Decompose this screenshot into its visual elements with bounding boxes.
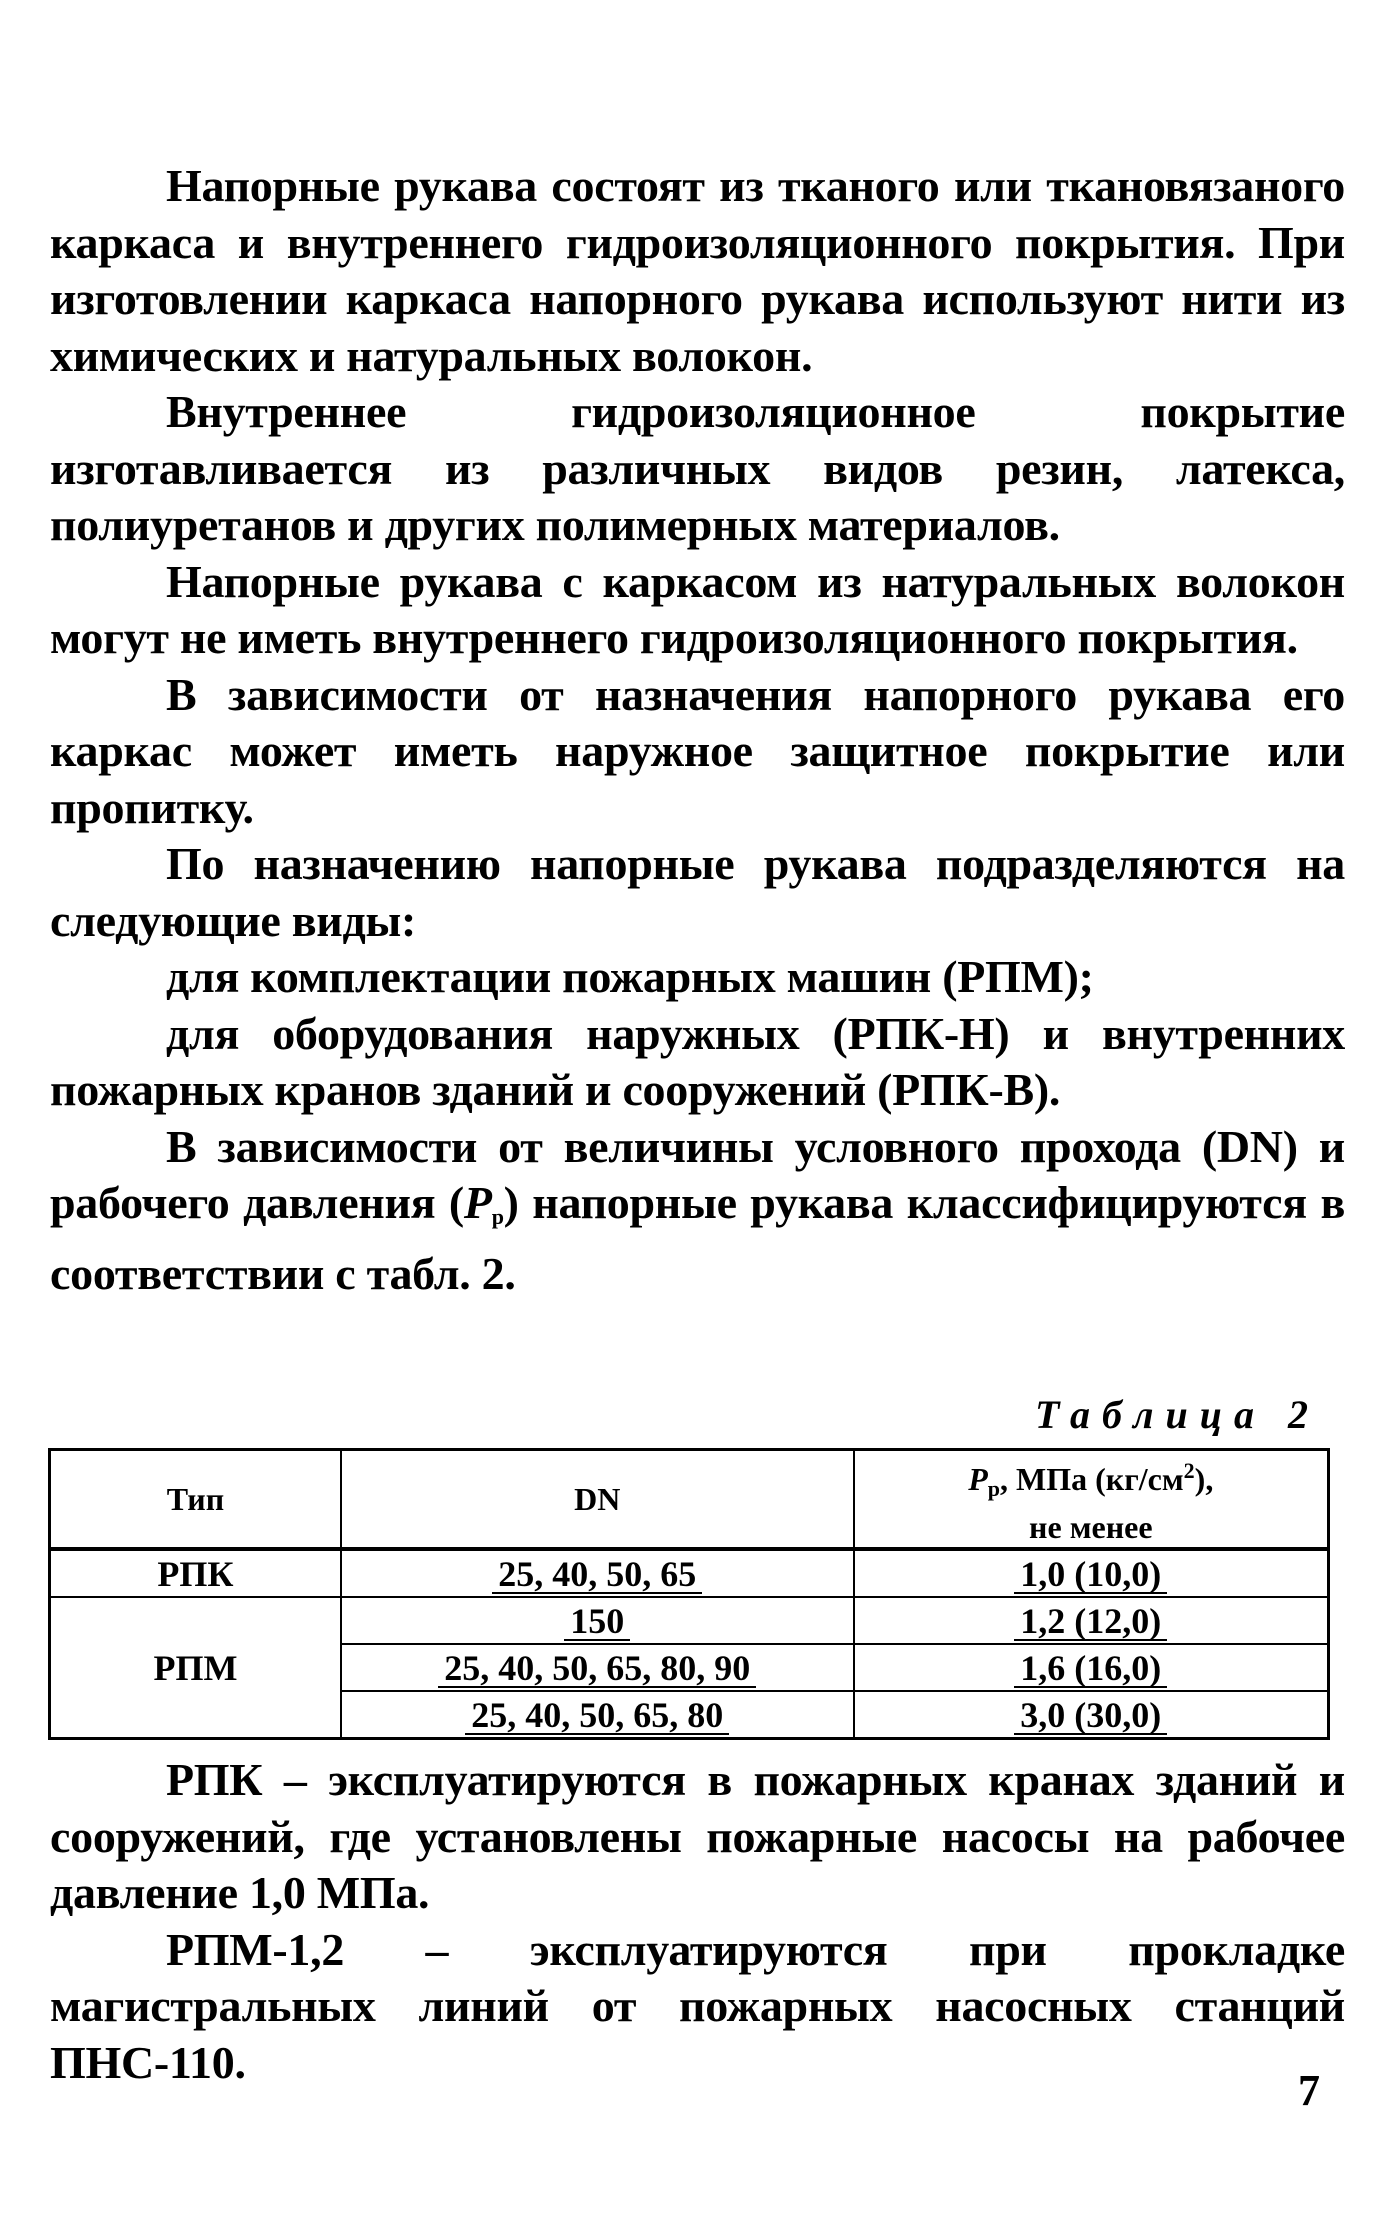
classification-table <box>48 1448 1330 1740</box>
header-p-superscript: 2 <box>1183 1458 1195 1483</box>
table-header-row <box>50 1450 1329 1550</box>
cell-dn: 150 <box>341 1597 854 1644</box>
header-p-symbol: P <box>968 1461 988 1497</box>
table-row <box>50 1549 1329 1597</box>
paragraph-5: По назначению напорные рукава подразделяются на следующие виды: <box>50 838 1345 946</box>
cell-dn: 25, 40, 50, 65, 80 <box>341 1691 854 1739</box>
cell-pressure: 3,0 (30,0) <box>854 1691 1329 1739</box>
cell-dn: 25, 40, 50, 65, 80, 90 <box>341 1644 854 1691</box>
paragraph-1: Напорные рукава состоят из тканого или ткановязаного каркаса и внутреннего гидроизоляционного покрытия. При изготовлении каркаса напорного рукава используют нити из химических и натуральных волокон. <box>50 160 1345 381</box>
cell-pressure: 1,2 (12,0) <box>854 1597 1329 1644</box>
body-text-top <box>50 158 1345 1302</box>
classify-after: ) напорные рукава классифицируются в соответствии с табл. 2. <box>50 1177 1346 1299</box>
header-type: Тип <box>50 1450 341 1550</box>
header-pressure <box>854 1450 1329 1550</box>
cell-type: РПК <box>50 1549 341 1597</box>
cell-pressure: 1,6 (16,0) <box>854 1644 1329 1691</box>
header-p-line2: не менее <box>1029 1509 1153 1545</box>
list-item-rpm: для комплектации пожарных машин (РПМ); <box>166 951 1094 1002</box>
classify-before: В зависимости от величины условного прохода (DN) и рабочего давления ( <box>50 1120 1345 1228</box>
header-dn: DN <box>341 1450 854 1550</box>
body-text-bottom <box>50 1752 1345 2091</box>
paragraph-2: Внутреннее гидроизоляционное покрытие изготавливается из различных видов резин, латекса, полиуретанов и других полимерных материалов. <box>50 386 1345 550</box>
list-item-rpk: для оборудования наружных (РПК-Н) и внутренних пожарных кранов зданий и сооружений (РПК-В). <box>50 1007 1345 1115</box>
page-number: 7 <box>1298 2066 1320 2115</box>
table-caption: Таблица 2 <box>1035 1392 1320 1437</box>
pressure-symbol: P <box>463 1177 492 1228</box>
header-p-subscript: р <box>987 1476 1001 1501</box>
table-row <box>50 1597 1329 1644</box>
paragraph-classification <box>50 1119 1345 1303</box>
header-p-close: ), <box>1194 1461 1214 1497</box>
header-p-unit: , МПа (кг/см <box>1000 1461 1184 1497</box>
cell-pressure: 1,0 (10,0) <box>854 1549 1329 1597</box>
paragraph-3: Напорные рукава с каркасом из натуральных волокон могут не иметь внутреннего гидроизоляционного покрытия. <box>50 555 1345 663</box>
paragraph-4: В зависимости от назначения напорного рукава его каркас может иметь наружное защитное покрытие или пропитку. <box>50 668 1345 833</box>
pressure-subscript: р <box>491 1204 504 1229</box>
cell-dn: 25, 40, 50, 65 <box>341 1549 854 1597</box>
paragraph-rpm-usage: РПМ-1,2 – эксплуатируются при прокладке магистральных линий от пожарных насосных станций ПНС-110. <box>50 1923 1345 2088</box>
cell-type: РПМ <box>50 1597 341 1739</box>
paragraph-rpk-usage: РПК – эксплуатируются в пожарных кранах зданий и сооружений, где установлены пожарные насосы на рабочее давление 1,0 МПа. <box>50 1754 1345 1918</box>
